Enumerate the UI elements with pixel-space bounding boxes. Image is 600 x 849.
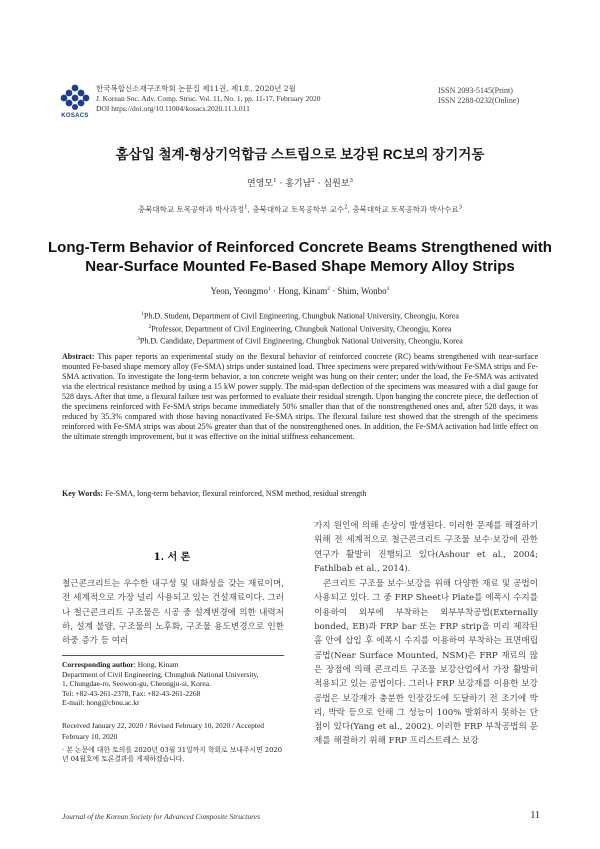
logo-text: KOSACS — [61, 113, 89, 119]
journal-name-en: J. Korean Soc. Adv. Comp. Struc. Vol. 11, No. 1, pp. 11-17, February 2020 — [96, 94, 321, 103]
page-number: 11 — [530, 810, 540, 821]
affiliation-3: $^3$Ph.D. Candidate, Department of Civil Engineering, Chungbuk National University, Cheongju, Korea — [137, 336, 463, 346]
intro-left-text: 철근콘크리트는 우수한 내구성 및 내화성을 갖는 재료이며, 전 세계적으로 가장 널리 사용되고 있는 건설재료이다. 그러나 철근콘크리트 구조물은 시공 중 설계변경에 의한 내력저하, 설계 불량, 구조물의 노후화, 구조물 용도변경으로 인한 하중 증가 등 여러 — [62, 579, 284, 647]
corresponding-author: Corresponding author: Hong, Kinam Department of Civil Engineering, Chungbuk National University, 1, Chungdae-ro, Seowon-gu, Cheongju-si, Korea. Tel: +82-43-261-2378, Fax: +82-43-261-2268 E-mail: hong@cbnu.ac.kr — [62, 660, 287, 708]
section-1-heading: 1. 서 론 — [153, 552, 191, 563]
issn-print: ISSN 2093-5145(Print) — [438, 86, 513, 95]
authors-kr: 연영모$^1$ · 홍기남$^2$ · 심원보$^3$ — [247, 178, 353, 189]
issn-block — [438, 86, 548, 106]
title-en: Long-Term Behavior of Reinforced Concrete Beams Strengthened with Near-Surface Mounted Fe-Based Shape Memory Alloy Strips — [48, 239, 552, 275]
keywords-text: Fe-SMA, long-term behavior, flexural reinforced, NSM method, residual strength — [104, 489, 367, 498]
doi-link[interactable]: DOI https://doi.org/10.11004/kosacs.2020.11.1.011 — [96, 104, 250, 113]
received-dates: Received January 22, 2020 / Revised February 10, 2020 / Accepted February 10, 2020 — [62, 721, 265, 741]
abstract-text: This paper reports an experimental study on the flexural behavior of reinforced concrete (RC) beams strengthened with near-surface mounted Fe-based shape memory alloy (Fe-SMA) strips under sustained load. Three specimens were prepared with/without Fe-SMA strips and Fe-SMA activation. To investigate the long-term behavior, a ton concrete weight was hung on their center; under the load, the Fe-SMA was activated via the electrical resistance method by using a 15 kW power supply. The mid-span deflection of the specimens was measured with a dial gauge for 528 days. After that time, a flexural failure test was performed to evaluate their residual strength. Upon hanging the concrete piece, the deflection of the specimens reinforced with Fe-SMA strips became immediately 50% smaller than that of the nonstrengthened ones and, after 528 days, it was reduced by 35.3% compared with those having nonactivated Fe-SMA strips. The flexural failure test showed that the strength of the specimens reinforced with Fe-SMA strips was about 25% greater than that of the nonstrengthened ones. In addition, the Fe-SMA activation had little effect on the ultimate strength improvement, but it was effective on the initial stiffness enhancement. — [62, 352, 538, 441]
intro-right-text: 가지 원인에 의해 손상이 발생된다. 이러한 문제를 해결하기 위해 전 세계적으로 철근콘크리트 구조물 보수·보강에 관한 연구가 활발히 진행되고 있다(Ashour et al., 2004; Fathlbab et al., 2014). 콘크리트 구조물 보수·보강을 위해 다양한 재료 및 공법이 사용되고 있다. 그 중 FRP Sheet나 Plate를 에폭시 수지를 이용하여 외부에 부착하는 외부부착공법(Externally bonded, EB)과 FRP bar 또는 FRP strip을 미리 제작된 홈 안에 삽입 후 에폭시 수지를 이용하여 부착하는 표면매립공법(Near Surface Mounted, NSM)은 FRP 재료의 많은 장점에 의해 콘크리트 구조물 보강산업에서 가장 활발히 적용되고 있는 공법이다. 그러나 FRP 보강재를 이용한 보강공법은 보강재가 충분한 인장강도에 도달하기 전 조기에 박리, 박락 등으로 인해 그 성능이 100% 발휘하지 못하는 단점이 있다(Yang et al., 2002). 이러한 FRP 부착공법의 문제를 해결하기 위해 FRP 프리스트레스 보강 — [314, 521, 538, 747]
affiliations-en — [0, 309, 600, 347]
authors-en: Yeon, Yeongmo$^1$ · Hong, Kinam$^2$ · Shim, Wonbo$^3$ — [210, 286, 390, 296]
footnote-rule — [62, 655, 284, 656]
journal-logo — [60, 84, 90, 118]
abstract — [62, 352, 538, 442]
email[interactable]: E-mail: hong@cbnu.ac.kr — [62, 698, 140, 708]
issn-online: ISSN 2288-0232(Online) — [438, 96, 520, 105]
affiliation-2: $^2$Professor, Department of Civil Engineering, Chungbuk National University, Cheongju, Korea — [148, 323, 452, 334]
discussion-note: · 본 논문에 대한 토의를 2020년 03월 31일까지 학회로 보내주시면 2020년 04월호에 토론결과를 게재하겠습니다. — [62, 746, 283, 763]
affiliation-1: $^1$Ph.D. Student, Department of Civil Engineering, Chungbuk National University, Cheongju, Korea — [141, 311, 459, 321]
keywords — [62, 489, 538, 499]
journal-name-kr: 한국복합신소재구조학회 논문집 제11권, 제1호, 2020년 2월 — [96, 84, 296, 93]
abstract-label: Abstract: — [62, 352, 95, 361]
title-kr: 홈삽입 철계-형상기억합금 스트립으로 보강된 RC보의 장기거동 — [115, 147, 485, 162]
affiliations-kr: 충북대학교 토목공학과 박사과정$^1$, 충북대학교 토목공학부 교수$^2$, 충북대학교 토목공학과 박사수료$^3$ — [137, 204, 463, 214]
footer-journal: Journal of the Korean Society for Advanced Composite Structures — [62, 812, 261, 821]
journal-header — [96, 84, 396, 114]
keywords-label: Key Words: — [62, 489, 103, 498]
